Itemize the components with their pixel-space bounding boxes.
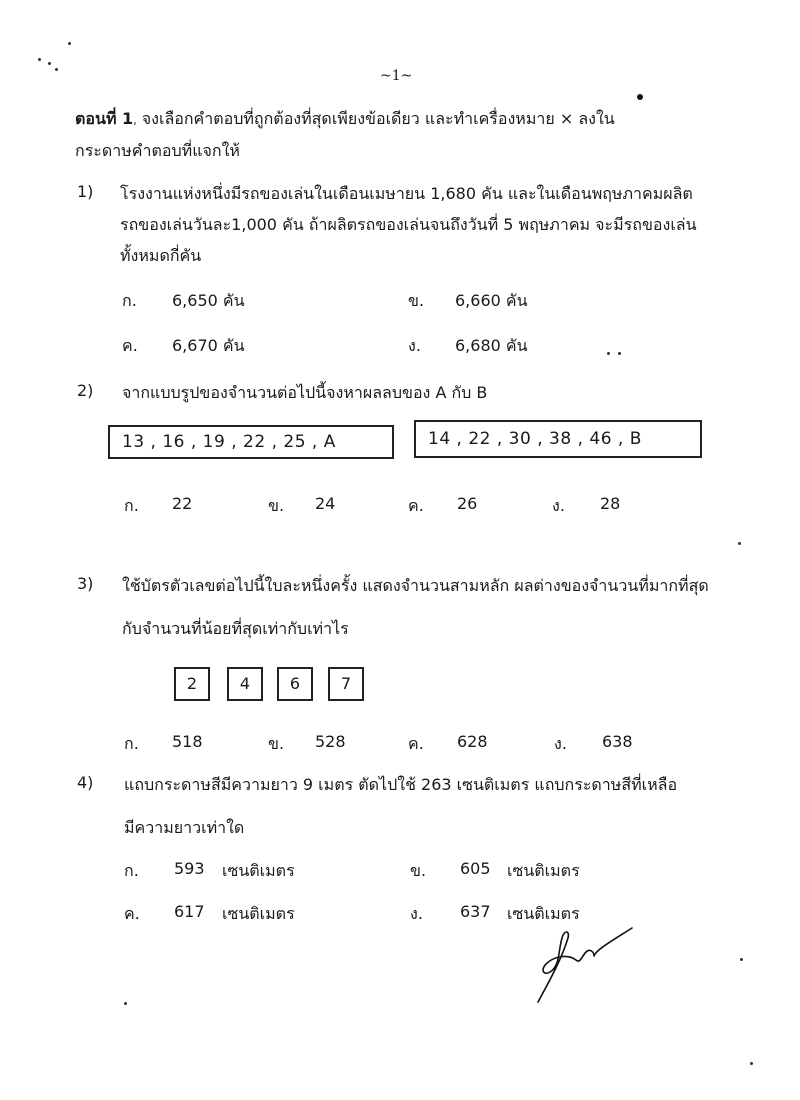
question-text: ทั้งหมดกี่คัน xyxy=(120,246,202,265)
option-text: 638 xyxy=(602,732,633,751)
option-letter: ข. xyxy=(268,496,285,515)
instruction-label: ตอนที่ 1 xyxy=(75,109,134,128)
signature-icon xyxy=(520,920,650,1010)
option-text: 605 xyxy=(460,859,491,878)
option-text: 628 xyxy=(457,732,488,751)
option-letter: ง. xyxy=(408,336,421,355)
option-letter: ค. xyxy=(408,734,424,753)
option-text: 6,670 คัน xyxy=(172,336,245,355)
option-letter: ข. xyxy=(268,734,285,753)
option-letter: ง. xyxy=(554,734,567,753)
option-text: 6,650 คัน xyxy=(172,291,245,310)
scan-speck xyxy=(48,62,51,65)
scan-speck xyxy=(750,1062,753,1065)
question-text: กับจำนวนที่น้อยที่สุดเท่ากับเท่าไร xyxy=(122,619,349,638)
question-text: มีความยาวเท่าใด xyxy=(124,818,245,837)
page-number: ~1~ xyxy=(380,68,413,84)
question-number: 1) xyxy=(77,182,94,201)
option-unit: เซนติเมตร xyxy=(507,861,580,880)
option-letter: ข. xyxy=(410,861,427,880)
option-letter: ค. xyxy=(122,336,138,355)
option-letter: ก. xyxy=(124,861,139,880)
scan-speck xyxy=(607,352,610,355)
question-text: รถของเล่นวันละ1,000 คัน ถ้าผลิตรถของเล่นจนถึงวันที่ 5 พฤษภาคม จะมีรถของเล่น xyxy=(120,215,697,234)
number-card: 4 xyxy=(227,667,263,701)
option-letter: ง. xyxy=(410,904,423,923)
option-text: 24 xyxy=(315,494,336,513)
scan-speck xyxy=(55,68,58,71)
instruction-text: จงเลือกคำตอบที่ถูกต้องที่สุดเพียงข้อเดียว และทำเครื่องหมาย × ลงใน xyxy=(141,109,615,128)
sequence-box-a: 13 , 16 , 19 , 22 , 25 , A xyxy=(108,425,394,459)
option-text: 26 xyxy=(457,494,478,513)
option-text: 6,660 คัน xyxy=(455,291,528,310)
option-letter: ค. xyxy=(124,904,140,923)
question-number: 3) xyxy=(77,574,94,593)
scan-speck xyxy=(38,58,41,61)
option-letter: ก. xyxy=(124,734,139,753)
question-text: ใช้บัตรตัวเลขต่อไปนี้ใบละหนึ่งครั้ง แสดงจำนวนสามหลัก ผลต่างของจำนวนที่มากที่สุด xyxy=(122,576,709,595)
question-text: โรงงานแห่งหนึ่งมีรถของเล่นในเดือนเมษายน 1,680 คัน และในเดือนพฤษภาคมผลิต xyxy=(120,184,693,203)
option-letter: ค. xyxy=(408,496,424,515)
scan-speck xyxy=(68,42,71,45)
option-text: 528 xyxy=(315,732,346,751)
number-card: 6 xyxy=(277,667,313,701)
option-text: 6,680 คัน xyxy=(455,336,528,355)
number-card: 7 xyxy=(328,667,364,701)
option-text: 22 xyxy=(172,494,193,513)
instruction-line-1: ตอนที่ 1, จงเลือกคำตอบที่ถูกต้องที่สุดเพียงข้อเดียว และทำเครื่องหมาย × ลงใน xyxy=(75,109,615,128)
scan-speck xyxy=(740,958,743,961)
sequence-box-b: 14 , 22 , 30 , 38 , 46 , B xyxy=(414,420,702,458)
scan-speck xyxy=(738,542,741,545)
question-number: 2) xyxy=(77,381,94,400)
option-text: 28 xyxy=(600,494,621,513)
option-text: 637 xyxy=(460,902,491,921)
instruction-line-2: กระดาษคำตอบที่แจกให้ xyxy=(75,141,240,160)
number-card: 2 xyxy=(174,667,210,701)
question-text: จากแบบรูปของจำนวนต่อไปนี้จงหาผลลบของ A กับ B xyxy=(122,383,488,402)
option-text: 593 xyxy=(174,859,205,878)
option-unit: เซนติเมตร xyxy=(222,861,295,880)
question-number: 4) xyxy=(77,773,94,792)
option-letter: ก. xyxy=(124,496,139,515)
option-unit: เซนติเมตร xyxy=(222,904,295,923)
scan-speck xyxy=(618,352,621,355)
option-text: 617 xyxy=(174,902,205,921)
option-letter: ก. xyxy=(122,291,137,310)
option-unit: เซนติเมตร xyxy=(507,904,580,923)
option-letter: ข. xyxy=(408,291,425,310)
question-text: แถบกระดาษสีมีความยาว 9 เมตร ตัดไปใช้ 263 เซนติเมตร แถบกระดาษสีที่เหลือ xyxy=(124,775,678,794)
option-letter: ง. xyxy=(552,496,565,515)
option-text: 518 xyxy=(172,732,203,751)
scan-speck xyxy=(124,1002,127,1005)
scan-speck xyxy=(637,94,643,100)
